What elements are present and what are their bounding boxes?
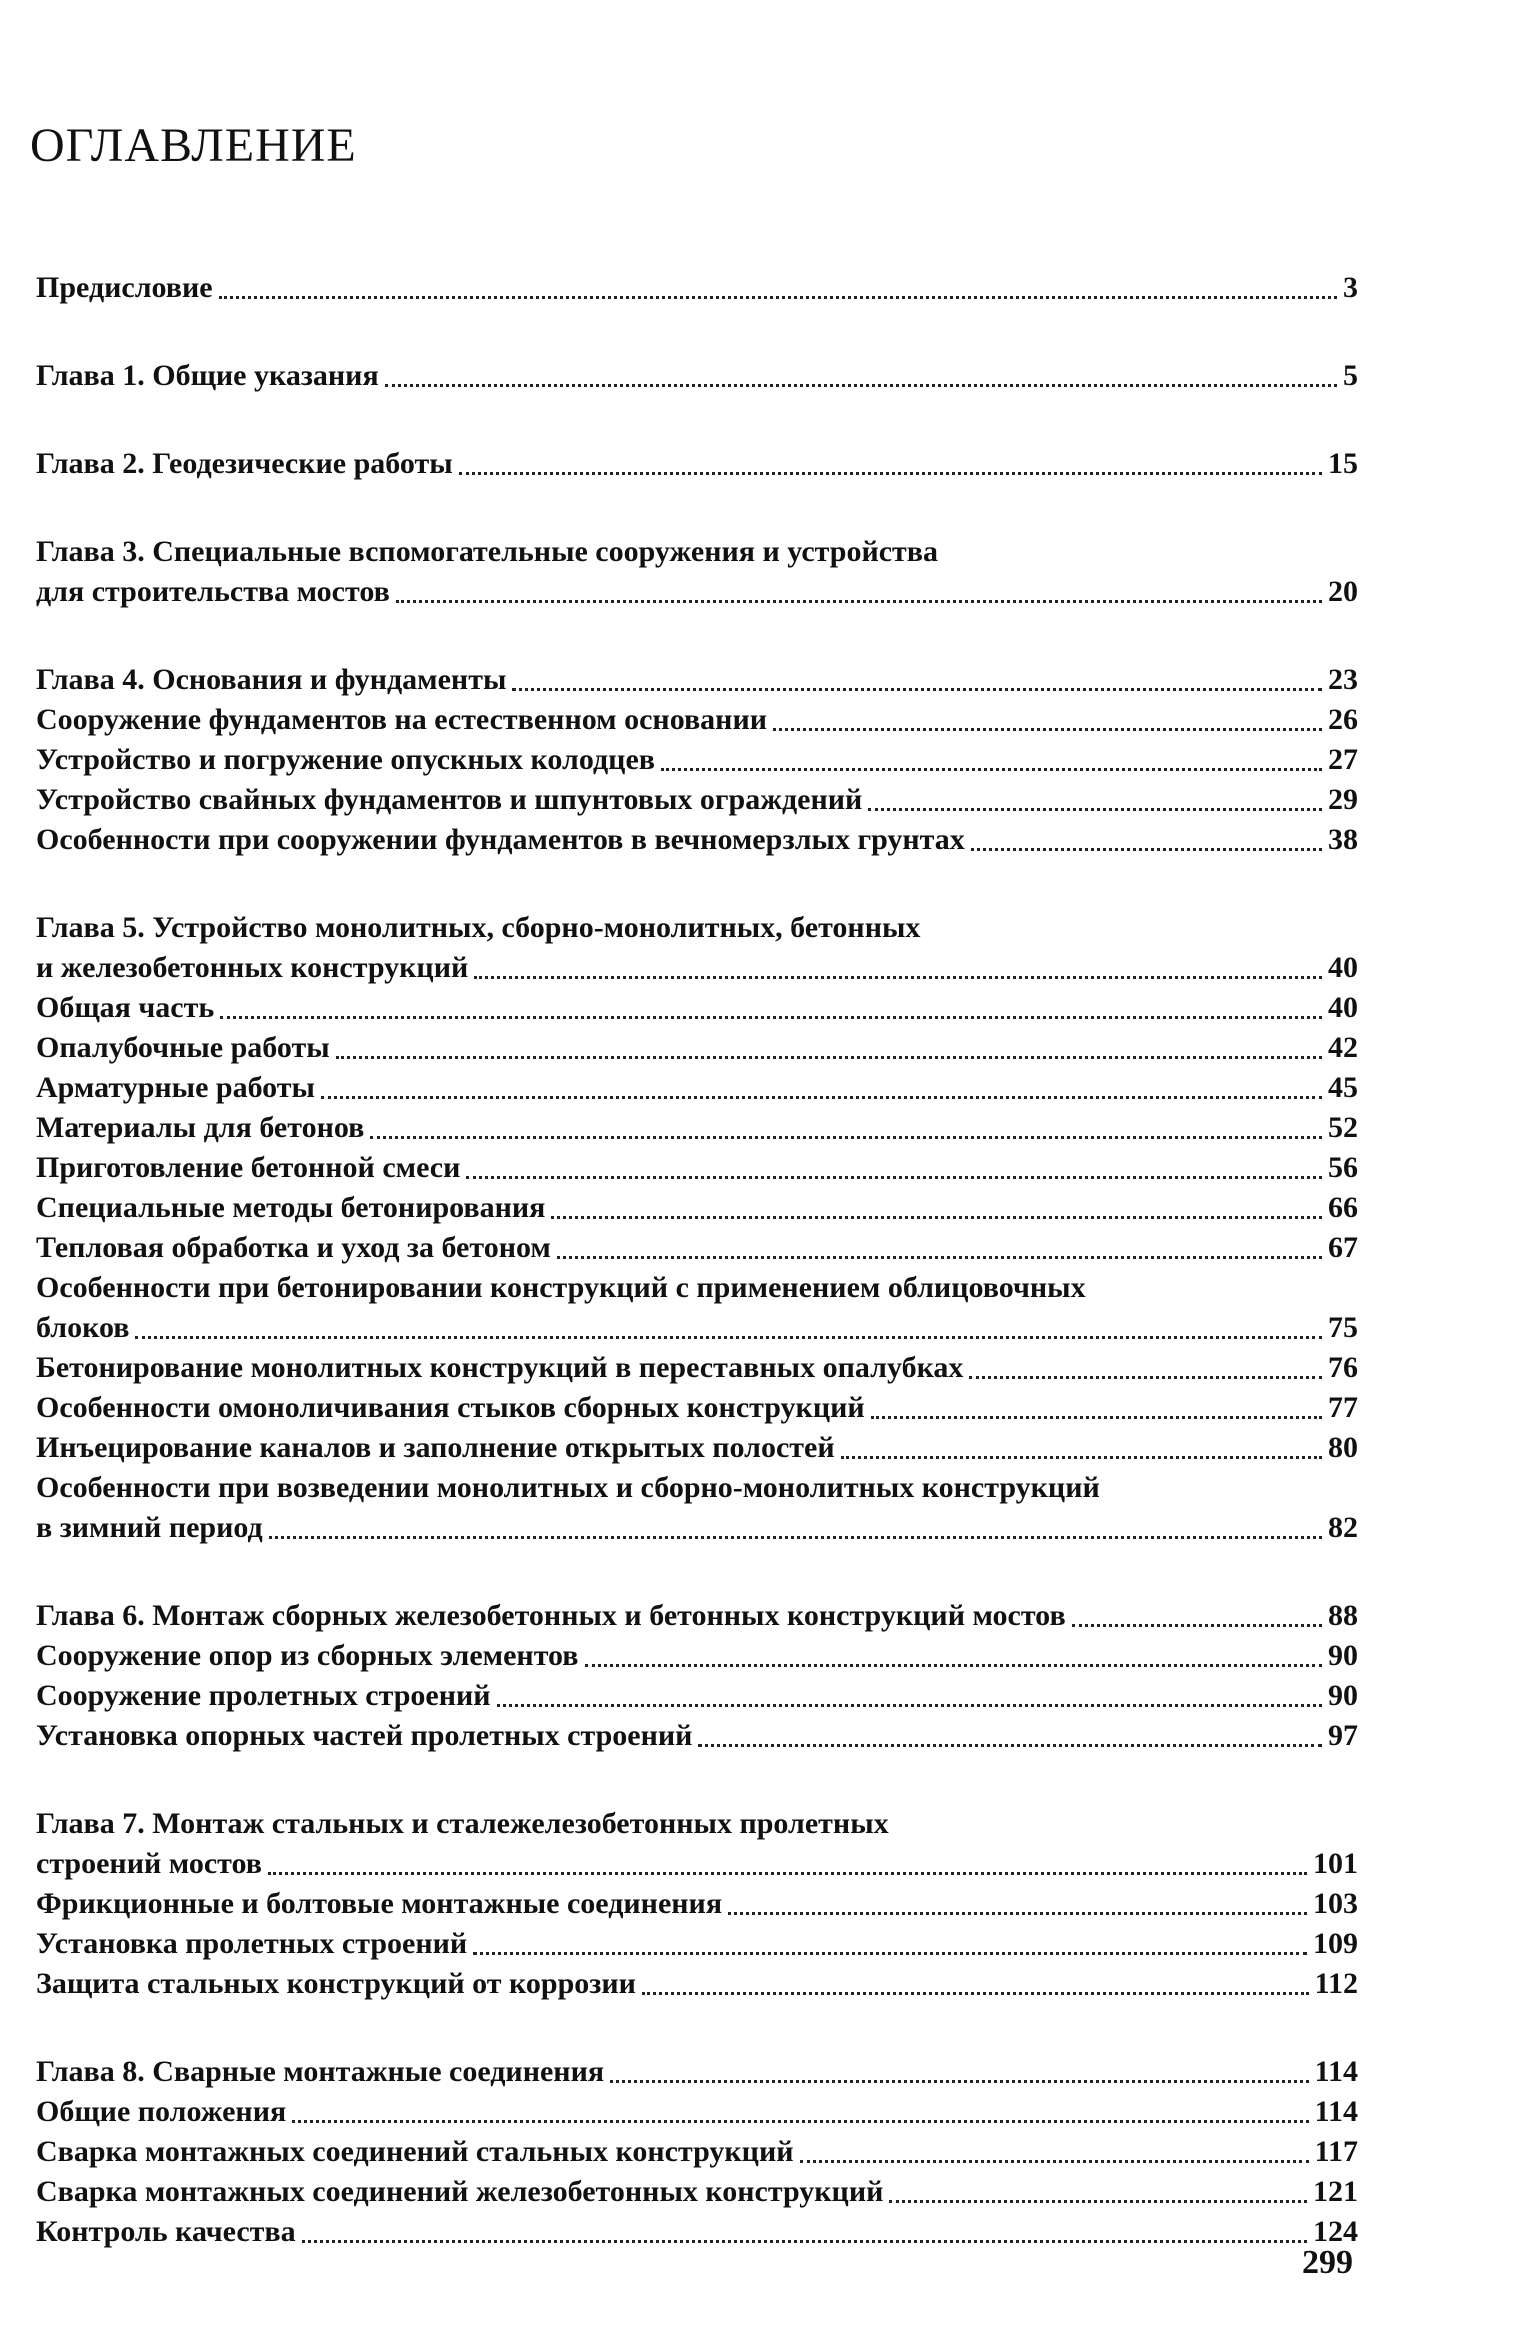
toc-page-number: 80	[1328, 1431, 1358, 1464]
toc-page-number: 52	[1328, 1111, 1358, 1144]
toc-subentry	[36, 1068, 1358, 1108]
dot-leader	[551, 1216, 1322, 1219]
dot-leader	[661, 768, 1322, 771]
dot-leader	[466, 1176, 1322, 1179]
toc-entry-title-line1: Особенности при бетонировании конструкций с применением облицовочных	[36, 1271, 1086, 1304]
toc-page-number: 103	[1313, 1887, 1358, 1920]
toc-section	[36, 268, 1358, 308]
toc-chapter-entry	[36, 1596, 1358, 1636]
dot-leader	[868, 808, 1322, 811]
toc-page-number: 67	[1328, 1231, 1358, 1264]
toc-entry-title: Фрикционные и болтовые монтажные соединения	[36, 1887, 723, 1920]
toc-entry-title: Особенности омоноличивания стыков сборных конструкций	[36, 1391, 865, 1424]
page-number: 299	[1302, 2244, 1353, 2281]
dot-leader	[292, 2120, 1308, 2123]
toc-subentry	[36, 2212, 1358, 2252]
toc-subentry	[36, 740, 1358, 780]
toc-entry-title-line2: в зимний период	[36, 1511, 263, 1544]
toc-entry-title: Приготовление бетонной смеси	[36, 1151, 461, 1184]
dot-leader	[474, 976, 1322, 979]
toc-entry-title-line2: и железобетонных конструкций	[36, 951, 469, 984]
toc-entry-title: Предисловие	[36, 271, 213, 304]
dot-leader	[1072, 1624, 1322, 1627]
toc-section	[36, 908, 1358, 1548]
toc-subentry	[36, 780, 1358, 820]
toc-entry-title: Общая часть	[36, 991, 215, 1024]
toc-entry-title-line2: для строительства мостов	[36, 575, 390, 608]
toc-subentry	[36, 1268, 1358, 1348]
toc-section	[36, 356, 1358, 396]
toc-entry-title-line1: Глава 7. Монтаж стальных и сталежелезобетонных пролетных	[36, 1807, 889, 1840]
dot-leader	[773, 728, 1322, 731]
toc-page-number: 124	[1313, 2215, 1358, 2248]
toc-page-number: 101	[1313, 1847, 1358, 1880]
toc-page-number: 38	[1328, 823, 1358, 856]
toc-entry-title: Контроль качества	[36, 2215, 296, 2248]
toc-chapter-entry	[36, 1804, 1358, 1884]
toc-page-number: 76	[1328, 1351, 1358, 1384]
toc-page-number: 75	[1328, 1311, 1358, 1344]
page-title: ОГЛАВЛЕНИЕ	[30, 119, 357, 172]
dot-leader	[321, 1096, 1322, 1099]
toc-entry-title: Глава 2. Геодезические работы	[36, 447, 453, 480]
toc-entry-title: Устройство и погружение опускных колодцев	[36, 743, 655, 776]
dot-leader	[969, 1376, 1322, 1379]
dot-leader	[800, 2160, 1309, 2163]
toc-entry-title: Специальные методы бетонирования	[36, 1191, 546, 1224]
dot-leader	[971, 848, 1322, 851]
toc-entry-title: Инъецирование каналов и заполнение открытых полостей	[36, 1431, 835, 1464]
dot-leader	[219, 296, 1337, 299]
dot-leader	[698, 1744, 1322, 1747]
toc-page-number: 5	[1343, 359, 1358, 392]
toc-page-number: 27	[1328, 743, 1358, 776]
toc-entry-title-line2-wrap	[36, 1844, 1358, 1884]
toc-entry-title: Глава 6. Монтаж сборных железобетонных и бетонных конструкций мостов	[36, 1599, 1066, 1632]
dot-leader	[512, 688, 1322, 691]
toc-entry-title: Сооружение фундаментов на естественном основании	[36, 703, 768, 736]
toc-page-number: 114	[1314, 2095, 1358, 2128]
toc-entry-title-line2-wrap	[36, 1508, 1358, 1548]
toc-chapter-entry	[36, 268, 1358, 308]
toc-page-number: 26	[1328, 703, 1358, 736]
toc-entry-title: Сварка монтажных соединений стальных конструкций	[36, 2135, 794, 2168]
dot-leader	[871, 1416, 1322, 1419]
toc-entry-title: Глава 1. Общие указания	[36, 359, 379, 392]
toc-subentry	[36, 1636, 1358, 1676]
toc-subentry	[36, 1388, 1358, 1428]
toc-chapter-entry	[36, 356, 1358, 396]
toc-subentry	[36, 988, 1358, 1028]
toc-subentry	[36, 700, 1358, 740]
dot-leader	[459, 472, 1322, 475]
toc-subentry	[36, 2172, 1358, 2212]
toc-entry-title-line1: Особенности при возведении монолитных и сборно-монолитных конструкций	[36, 1471, 1100, 1504]
toc-entry-title: Сооружение пролетных строений	[36, 1679, 491, 1712]
dot-leader	[642, 1992, 1309, 1995]
toc-section	[36, 2052, 1358, 2252]
toc-subentry	[36, 2132, 1358, 2172]
toc-page-number: 90	[1328, 1639, 1358, 1672]
toc-page-number: 82	[1328, 1511, 1358, 1544]
dot-leader	[557, 1256, 1322, 1259]
toc-section	[36, 532, 1358, 612]
toc-subentry	[36, 1028, 1358, 1068]
toc-entry-title: Сооружение опор из сборных элементов	[36, 1639, 579, 1672]
toc-entry-title-line1: Глава 5. Устройство монолитных, сборно-монолитных, бетонных	[36, 911, 921, 944]
toc-page-number: 109	[1313, 1927, 1358, 1960]
toc-subentry	[36, 1348, 1358, 1388]
toc-subentry	[36, 1716, 1358, 1756]
dot-leader	[135, 1336, 1322, 1339]
toc-entry-title: Устройство свайных фундаментов и шпунтовых ограждений	[36, 783, 863, 816]
toc-subentry	[36, 820, 1358, 860]
toc-chapter-entry	[36, 660, 1358, 700]
toc-subentry	[36, 1924, 1358, 1964]
toc-entry-title: Тепловая обработка и уход за бетоном	[36, 1231, 551, 1264]
toc-entry-title-line2: блоков	[36, 1311, 130, 1344]
toc-entry-title-line2-wrap	[36, 948, 1358, 988]
toc-page-number: 88	[1328, 1599, 1358, 1632]
toc-entry-title: Общие положения	[36, 2095, 287, 2128]
toc-entry-title-line1: Глава 3. Специальные вспомогательные сооружения и устройства	[36, 535, 938, 568]
table-of-contents	[36, 268, 1358, 2300]
toc-page-number: 42	[1328, 1031, 1358, 1064]
toc-subentry	[36, 1148, 1358, 1188]
toc-page-number: 117	[1314, 2135, 1358, 2168]
toc-chapter-entry	[36, 2052, 1358, 2092]
dot-leader	[396, 600, 1322, 603]
toc-subentry	[36, 1108, 1358, 1148]
toc-entry-title: Установка опорных частей пролетных строений	[36, 1719, 693, 1752]
toc-entry-title: Материалы для бетонов	[36, 1111, 365, 1144]
toc-subentry	[36, 1428, 1358, 1468]
toc-chapter-entry	[36, 444, 1358, 484]
dot-leader	[473, 1952, 1307, 1955]
toc-page-number: 45	[1328, 1071, 1358, 1104]
toc-page-number: 3	[1343, 271, 1358, 304]
toc-entry-title: Бетонирование монолитных конструкций в переставных опалубках	[36, 1351, 964, 1384]
dot-leader	[268, 1872, 1307, 1875]
toc-page-number: 114	[1314, 2055, 1358, 2088]
dot-leader	[336, 1056, 1322, 1059]
toc-entry-title: Защита стальных конструкций от коррозии	[36, 1967, 636, 2000]
dot-leader	[385, 384, 1337, 387]
toc-section	[36, 660, 1358, 860]
toc-page-number: 15	[1328, 447, 1358, 480]
toc-page-number: 40	[1328, 951, 1358, 984]
dot-leader	[269, 1536, 1322, 1539]
toc-entry-title: Арматурные работы	[36, 1071, 315, 1104]
dot-leader	[302, 2240, 1307, 2243]
toc-entry-title: Установка пролетных строений	[36, 1927, 468, 1960]
toc-section	[36, 1804, 1358, 2004]
toc-chapter-entry	[36, 532, 1358, 612]
toc-entry-title-line2-wrap	[36, 572, 1358, 612]
toc-entry-title: Глава 8. Сварные монтажные соединения	[36, 2055, 605, 2088]
dot-leader	[585, 1664, 1322, 1667]
toc-page-number: 66	[1328, 1191, 1358, 1224]
dot-leader	[220, 1016, 1322, 1019]
dot-leader	[497, 1704, 1322, 1707]
dot-leader	[610, 2080, 1309, 2083]
toc-subentry	[36, 1468, 1358, 1548]
dot-leader	[728, 1912, 1307, 1915]
toc-subentry	[36, 1964, 1358, 2004]
dot-leader	[370, 1136, 1322, 1139]
toc-page-number: 77	[1328, 1391, 1358, 1424]
toc-subentry	[36, 1188, 1358, 1228]
toc-page-number: 40	[1328, 991, 1358, 1024]
toc-entry-title: Опалубочные работы	[36, 1031, 330, 1064]
toc-subentry	[36, 1884, 1358, 1924]
dot-leader	[841, 1456, 1322, 1459]
toc-page-number: 23	[1328, 663, 1358, 696]
toc-subentry	[36, 2092, 1358, 2132]
toc-page-number: 90	[1328, 1679, 1358, 1712]
toc-entry-title: Глава 4. Основания и фундаменты	[36, 663, 507, 696]
toc-page-number: 121	[1313, 2175, 1358, 2208]
toc-entry-title-line2-wrap	[36, 1308, 1358, 1348]
toc-subentry	[36, 1228, 1358, 1268]
toc-entry-title-line2: строений мостов	[36, 1847, 262, 1880]
toc-page-number: 29	[1328, 783, 1358, 816]
toc-chapter-entry	[36, 908, 1358, 988]
toc-entry-title: Особенности при сооружении фундаментов в вечномерзлых грунтах	[36, 823, 965, 856]
toc-entry-title: Сварка монтажных соединений железобетонных конструкций	[36, 2175, 884, 2208]
toc-subentry	[36, 1676, 1358, 1716]
toc-section	[36, 444, 1358, 484]
toc-page-number: 97	[1328, 1719, 1358, 1752]
toc-page-number: 56	[1328, 1151, 1358, 1184]
toc-section	[36, 1596, 1358, 1756]
toc-page-number: 112	[1314, 1967, 1358, 2000]
toc-page-number: 20	[1328, 575, 1358, 608]
dot-leader	[889, 2200, 1307, 2203]
